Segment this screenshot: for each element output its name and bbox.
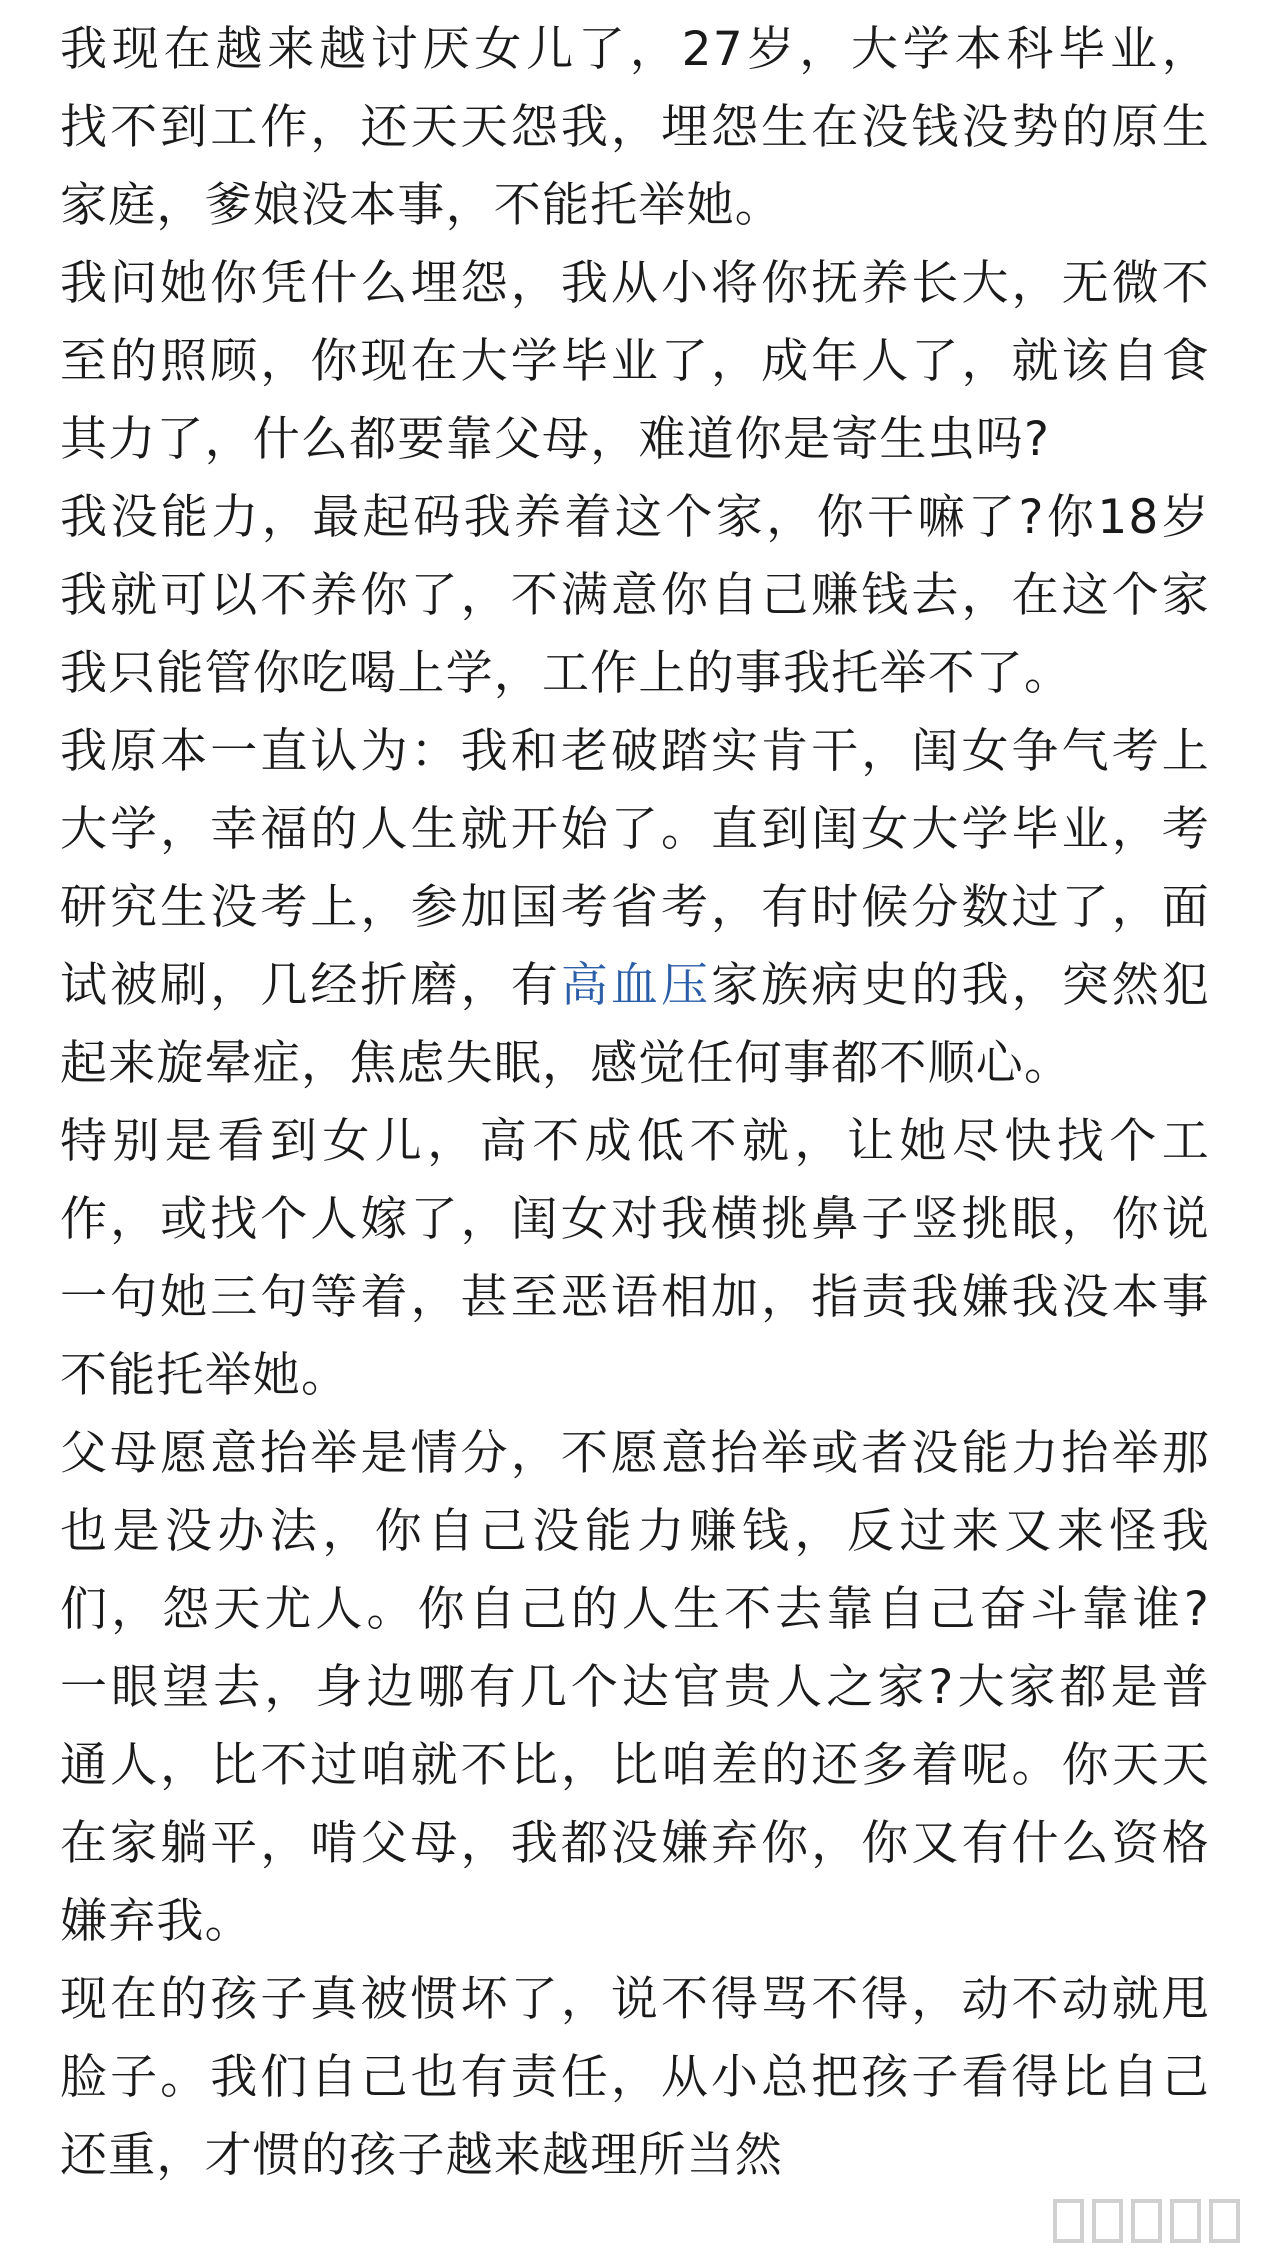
text-line: 父母愿意抬举是情分，不愿意抬举或者没能力抬举那 [60, 1426, 1210, 1481]
text-line: 作，或找个人嫁了，闺女对我横挑鼻子竖挑眼，你说 [60, 1192, 1210, 1247]
text-line: 一句她三句等着，甚至恶语相加，指责我嫌我没本事 [60, 1270, 1210, 1325]
text-line: 一眼望去，身边哪有几个达官贵人之家?大家都是普 [60, 1660, 1210, 1715]
text-line: 们，怨天尤人。你自己的人生不去靠自己奋斗靠谁? [60, 1582, 1210, 1637]
text-line: 通人，比不过咱就不比，比咱差的还多着呢。你天天 [60, 1738, 1210, 1793]
hypertension-topic-link[interactable]: 高血压 [560, 958, 712, 1013]
text-line: 大学，幸福的人生就开始了。直到闺女大学毕业，考 [60, 802, 1210, 857]
text-line: 我只能管你吃喝上学，工作上的事我托举不了。 [60, 646, 1073, 701]
text-line: 脸子。我们自己也有责任，从小总把孩子看得比自己 [60, 2050, 1210, 2105]
text-line: 不能托举她。 [60, 1348, 350, 1403]
text-line: 在家躺平，啃父母，我都没嫌弃你，你又有什么资格 [60, 1816, 1210, 1871]
text-segment: 家族病史的我，突然犯 [711, 958, 1211, 1013]
text-line: 我问她你凭什么埋怨，我从小将你抚养长大，无微不 [60, 256, 1210, 311]
text-line: 其力了，什么都要靠父母，难道你是寄生虫吗? [60, 412, 1051, 467]
segmented-bars-watermark-icon [1053, 2199, 1239, 2243]
text-line: 特别是看到女儿，高不成低不就，让她尽快找个工 [60, 1114, 1210, 1169]
text-line: 我原本一直认为：我和老破踏实肯干，闺女争气考上 [60, 724, 1210, 779]
text-line-with-link [60, 946, 1210, 1026]
text-line: 我没能力，最起码我养着这个家，你干嘛了?你18岁 [60, 490, 1210, 545]
text-line: 至的照顾，你现在大学毕业了，成年人了，就该自食 [60, 334, 1210, 389]
text-line: 找不到工作，还天天怨我，埋怨生在没钱没势的原生 [60, 100, 1210, 155]
text-line: 也是没办法，你自己没能力赚钱，反过来又来怪我 [60, 1504, 1210, 1559]
text-line: 现在的孩子真被惯坏了，说不得骂不得，动不动就甩 [60, 1972, 1210, 2027]
text-line: 我现在越来越讨厌女儿了，27岁，大学本科毕业， [60, 22, 1210, 77]
text-line: 我就可以不养你了，不满意你自己赚钱去，在这个家 [60, 568, 1210, 623]
text-segment: 试被刷，几经折磨，有 [60, 958, 561, 1013]
text-line-cutoff: 还重，才惯的孩子越来越理所当然 [60, 2128, 783, 2183]
text-line: 家庭，爹娘没本事，不能托举她。 [60, 178, 783, 233]
text-line: 研究生没考上，参加国考省考，有时候分数过了，面 [60, 880, 1210, 935]
text-line: 起来旋晕症，焦虑失眠，感觉任何事都不顺心。 [60, 1036, 1073, 1091]
text-line: 嫌弃我。 [60, 1894, 253, 1949]
